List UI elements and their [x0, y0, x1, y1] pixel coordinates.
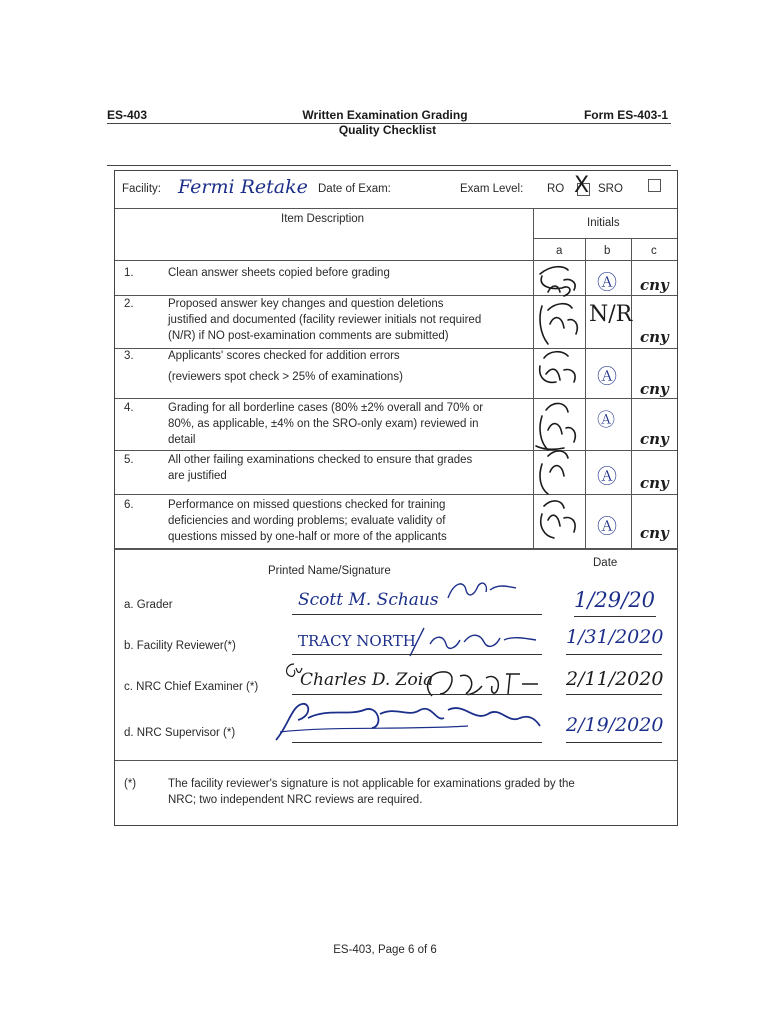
form-title-line1: Written Examination Grading: [302, 108, 468, 122]
line-row1: [115, 295, 677, 296]
facility-reviewer-name: TRACY NORTH: [298, 632, 416, 650]
row-description-line: Applicants' scores checked for addition errors: [168, 350, 400, 362]
exam-level-label: Exam Level:: [460, 183, 524, 195]
form-title-line2: Quality Checklist: [338, 123, 437, 137]
initials-b-row1: Ⓐ: [597, 270, 617, 294]
row-description-line: questions missed by one-half or more of the applicants: [168, 531, 447, 543]
footnote-line2: NRC; two independent NRC reviews are required.: [168, 794, 423, 806]
row-number: 1.: [124, 267, 134, 279]
initials-c-row3: cny: [640, 380, 669, 398]
grader-initials-scribbles: [534, 262, 586, 548]
supervisor-label: d. NRC Supervisor (*): [124, 727, 236, 739]
facility-reviewer-label: b. Facility Reviewer(*): [124, 640, 236, 652]
initials-c-row1: cny: [640, 276, 669, 294]
initials-b-row5: Ⓐ: [597, 464, 617, 488]
row-description-line: Clean answer sheets copied before grading: [168, 267, 390, 279]
row-description-line: (N/R) if NO post-examination comments are submitted): [168, 330, 449, 342]
initials-c-row2: cny: [640, 328, 669, 346]
line-initials: [533, 238, 677, 239]
row-number: 3.: [124, 350, 134, 362]
row-description-line: justified and documented (facility reviewer initials not required: [168, 314, 482, 326]
ro-check-mark: X: [574, 173, 590, 198]
row-description-line: deficiencies and wording problems; evaluate validity of: [168, 515, 446, 527]
row-description-line: Performance on missed questions checked for training: [168, 499, 446, 511]
header-rule-bottom: [107, 165, 671, 166]
line-col-header: [115, 260, 677, 261]
item-description-header: Item Description: [281, 213, 365, 225]
column-b-header: b: [604, 245, 611, 257]
facility-reviewer-date-line: [566, 654, 662, 655]
sro-label: SRO: [598, 183, 623, 195]
date-header: Date: [593, 557, 618, 569]
supervisor-date: 2/19/2020: [566, 714, 664, 736]
facility-reviewer-signature: [400, 622, 540, 662]
supervisor-signature-line: [292, 742, 542, 743]
initials-c-row5: cny: [640, 474, 669, 492]
grader-label: a. Grader: [124, 599, 173, 611]
line-row3: [115, 398, 677, 399]
sro-checkbox[interactable]: [648, 179, 661, 192]
vline-col-c: [631, 238, 632, 548]
facility-value: Fermi Retake: [178, 176, 308, 198]
line-signatures: [115, 760, 677, 761]
row-description-line: detail: [168, 434, 196, 446]
row-description-line: Grading for all borderline cases (80% ±2% overall and 70% or: [168, 402, 484, 414]
grader-date-line: [574, 616, 656, 617]
line-row4: [115, 450, 677, 451]
initials-b-row2: N/R: [589, 302, 633, 327]
row-number: 5.: [124, 454, 134, 466]
row-description-line: are justified: [168, 470, 227, 482]
printed-name-header: Printed Name/Signature: [268, 565, 391, 577]
header-rule-top: [107, 123, 671, 124]
initials-c-row6: cny: [640, 524, 669, 542]
column-a-header: a: [556, 245, 563, 257]
supervisor-date-line: [566, 742, 662, 743]
chief-examiner-name: Charles D. Zoia: [300, 670, 434, 690]
facility-reviewer-date: 1/31/2020: [566, 626, 664, 648]
initials-c-row4: cny: [640, 430, 669, 448]
page-footer: ES-403, Page 6 of 6: [333, 944, 437, 956]
initials-header: Initials: [587, 217, 620, 229]
supervisor-signature: [268, 696, 546, 746]
grader-signature: [440, 576, 520, 606]
ro-label: RO: [547, 183, 565, 195]
grader-date: 1/29/20: [574, 588, 655, 612]
line-row5: [115, 494, 677, 495]
initials-b-row6: Ⓐ: [597, 514, 617, 538]
column-c-header: c: [651, 245, 657, 257]
form-number: Form ES-403-1: [583, 108, 668, 122]
row-number: 2.: [124, 298, 134, 310]
line-row6: [115, 548, 677, 550]
row-description-line: (reviewers spot check > 25% of examinations): [168, 371, 403, 383]
row-description-line: Proposed answer key changes and question deletions: [168, 298, 444, 310]
row-number: 6.: [124, 499, 134, 511]
chief-examiner-signature-line: [292, 694, 542, 695]
facility-label: Facility:: [122, 183, 161, 195]
row-description-line: 80%, as applicable, ±4% on the SRO-only exam) reviewed in: [168, 418, 479, 430]
initials-b-row4: Ⓐ: [597, 410, 615, 431]
line-facility: [115, 208, 677, 209]
grader-name: Scott M. Schaus: [298, 590, 439, 610]
chief-examiner-date-line: [566, 694, 662, 695]
footnote-mark: (*): [124, 778, 137, 790]
footnote-line1: The facility reviewer's signature is not applicable for examinations graded by the: [168, 778, 575, 790]
facility-reviewer-signature-line: [292, 654, 542, 655]
exam-date-label: Date of Exam:: [318, 183, 391, 195]
chief-examiner-date: 2/11/2020: [566, 668, 664, 690]
form-code: ES-403: [107, 108, 148, 122]
grader-signature-line: [292, 614, 542, 615]
row-description-line: All other failing examinations checked to ensure that grades: [168, 454, 473, 466]
initials-b-row3: Ⓐ: [597, 364, 617, 388]
chief-examiner-label: c. NRC Chief Examiner (*): [124, 681, 259, 693]
row-number: 4.: [124, 402, 134, 414]
